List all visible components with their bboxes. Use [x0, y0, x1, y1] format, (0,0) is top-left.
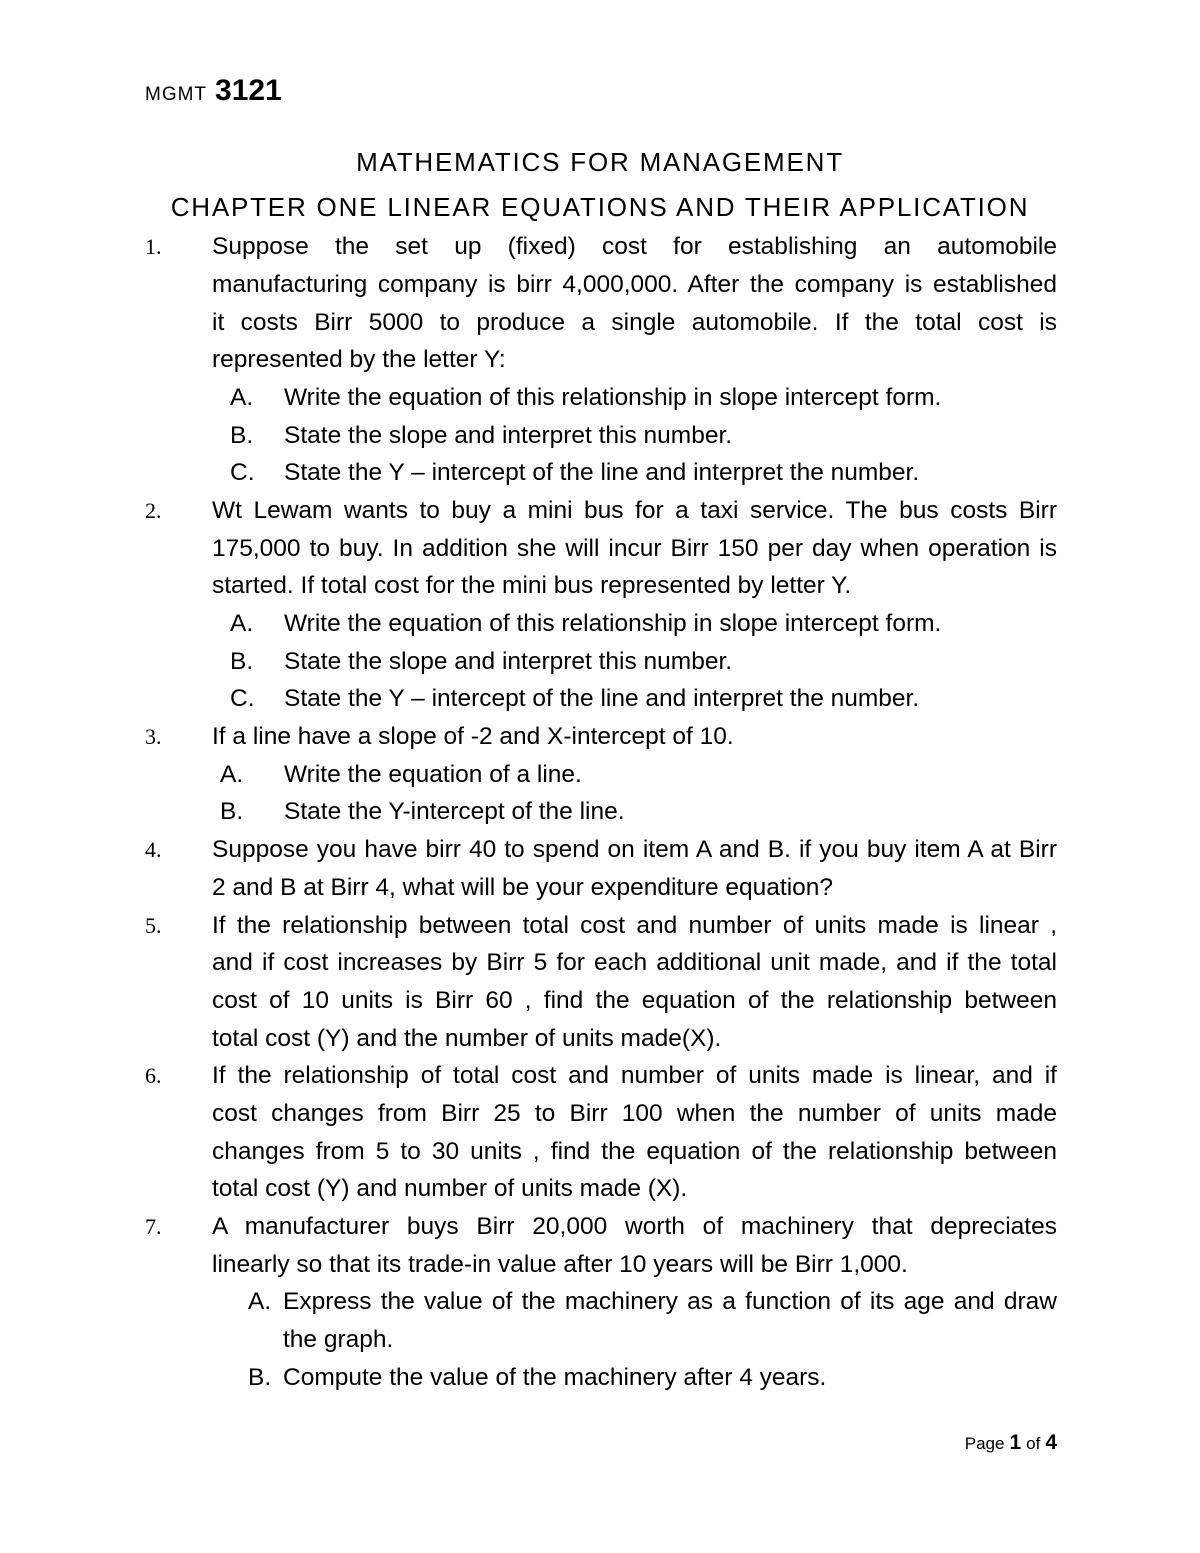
text-line: State the slope and interpret this number.	[284, 647, 733, 675]
question-parts	[212, 605, 1057, 718]
part-letter: C.	[230, 685, 255, 713]
question-part	[212, 793, 1057, 831]
question-5	[145, 907, 1057, 1058]
text-line: State the Y – intercept of the line and interpret the number.	[284, 685, 920, 713]
text-line: State the Y-intercept of the line.	[284, 798, 625, 826]
question-number: 5.	[145, 912, 162, 938]
text-line: Wt Lewam wants to buy a mini bus for a taxi service. The bus costs Birr	[212, 496, 1057, 524]
text-line: State the Y – intercept of the line and interpret the number.	[284, 459, 920, 487]
question-6	[145, 1057, 1057, 1208]
question-part	[212, 756, 1057, 794]
part-text	[284, 680, 1057, 718]
question-part	[212, 454, 1057, 492]
of-label: of	[1026, 1434, 1041, 1453]
question-number: 6.	[145, 1063, 162, 1089]
text-line: Suppose the set up (fixed) cost for establishing an automobile	[212, 233, 1057, 261]
text-line: Suppose you have birr 40 to spend on item A and B. if you buy item A at Birr	[212, 836, 1057, 864]
question-number: 1.	[145, 234, 162, 260]
text-line: Express the value of the machinery as a function of its age and draw	[283, 1288, 1057, 1316]
part-letter: A.	[230, 610, 254, 638]
question-2	[145, 492, 1057, 718]
question-part	[212, 680, 1057, 718]
question-text	[212, 907, 1057, 1058]
part-letter: B.	[248, 1363, 272, 1391]
text-line: Write the equation of this relationship in slope intercept form.	[284, 610, 942, 638]
question-1	[145, 228, 1057, 492]
question-7	[145, 1208, 1057, 1396]
part-letter: B.	[230, 421, 254, 449]
part-text	[284, 379, 1057, 417]
part-text	[284, 454, 1057, 492]
part-text	[283, 1283, 1057, 1358]
text-line: and if cost increases by Birr 5 for each additional unit made, and if the total	[212, 949, 1057, 977]
question-text	[212, 492, 1057, 718]
part-text	[284, 643, 1057, 681]
question-parts	[212, 379, 1057, 492]
part-text	[284, 756, 1057, 794]
question-text	[212, 831, 1057, 906]
question-4	[145, 831, 1057, 906]
text-line: Write the equation of this relationship in slope intercept form.	[284, 383, 942, 411]
text-line: it costs Birr 5000 to produce a single automobile. If the total cost is	[212, 308, 1057, 336]
part-letter: A.	[220, 760, 244, 788]
question-parts	[212, 756, 1057, 831]
text-line: 2 and B at Birr 4, what will be your expenditure equation?	[212, 873, 834, 901]
part-letter: A.	[230, 383, 254, 411]
text-line: If the relationship between total cost and number of units made is linear ,	[212, 911, 1057, 939]
text-line: the graph.	[283, 1326, 394, 1354]
question-part	[212, 1359, 1057, 1397]
question-text	[212, 228, 1057, 492]
question-text	[212, 718, 1057, 831]
current-page: 1	[1009, 1431, 1022, 1454]
question-number: 2.	[145, 497, 162, 523]
text-line: Compute the value of the machinery after 4 years.	[283, 1363, 827, 1391]
course-code	[145, 74, 282, 112]
part-text	[284, 793, 1057, 831]
question-list	[145, 228, 1057, 1396]
page-label: Page	[964, 1434, 1005, 1453]
text-line: cost of 10 units is Birr 60 , find the equation of the relationship between	[212, 986, 1057, 1014]
part-text	[283, 1359, 1057, 1397]
question-text	[212, 1208, 1057, 1396]
chapter-title: CHAPTER ONE LINEAR EQUATIONS AND THEIR APPLICATION	[170, 192, 1030, 222]
question-number: 7.	[145, 1214, 162, 1240]
text-line: If the relationship of total cost and number of units made is linear, and if	[212, 1062, 1057, 1090]
question-part	[212, 1283, 1057, 1358]
question-number: 3.	[145, 724, 162, 750]
document-title: MATHEMATICS FOR MANAGEMENT	[356, 147, 844, 177]
question-part	[212, 417, 1057, 455]
part-text	[284, 605, 1057, 643]
text-line: started. If total cost for the mini bus represented by letter Y.	[212, 572, 852, 600]
text-line: represented by the letter Y:	[212, 346, 506, 374]
page-number	[965, 1428, 1057, 1459]
text-line: changes from 5 to 30 units , find the equation of the relationship between	[212, 1137, 1057, 1165]
text-line: linearly so that its trade-in value after 10 years will be Birr 1,000.	[212, 1250, 908, 1278]
course-number: 3121	[215, 74, 282, 107]
text-line: total cost (Y) and the number of units made(X).	[212, 1024, 722, 1052]
question-parts	[212, 1283, 1057, 1396]
part-letter: A.	[248, 1288, 272, 1316]
text-line: cost changes from Birr 25 to Birr 100 when the number of units made	[212, 1099, 1057, 1127]
part-letter: C.	[230, 459, 255, 487]
text-line: If a line have a slope of -2 and X-intercept of 10.	[212, 723, 734, 751]
question-part	[212, 605, 1057, 643]
text-line: 175,000 to buy. In addition she will incur Birr 150 per day when operation is	[212, 534, 1057, 562]
question-number: 4.	[145, 837, 162, 863]
question-part	[212, 643, 1057, 681]
text-line: Write the equation of a line.	[284, 760, 582, 788]
text-line: total cost (Y) and number of units made (X).	[212, 1175, 688, 1203]
part-text	[284, 417, 1057, 455]
question-text	[212, 1057, 1057, 1208]
question-part	[212, 379, 1057, 417]
part-letter: B.	[230, 647, 254, 675]
part-letter: B.	[220, 798, 244, 826]
total-pages: 4	[1045, 1431, 1057, 1454]
text-line: A manufacturer buys Birr 20,000 worth of machinery that depreciates	[212, 1213, 1057, 1241]
course-prefix: MGMT	[145, 84, 208, 105]
text-line: manufacturing company is birr 4,000,000. After the company is established	[212, 270, 1057, 298]
title-block	[0, 140, 1200, 230]
question-3	[145, 718, 1057, 831]
text-line: State the slope and interpret this number.	[284, 421, 733, 449]
